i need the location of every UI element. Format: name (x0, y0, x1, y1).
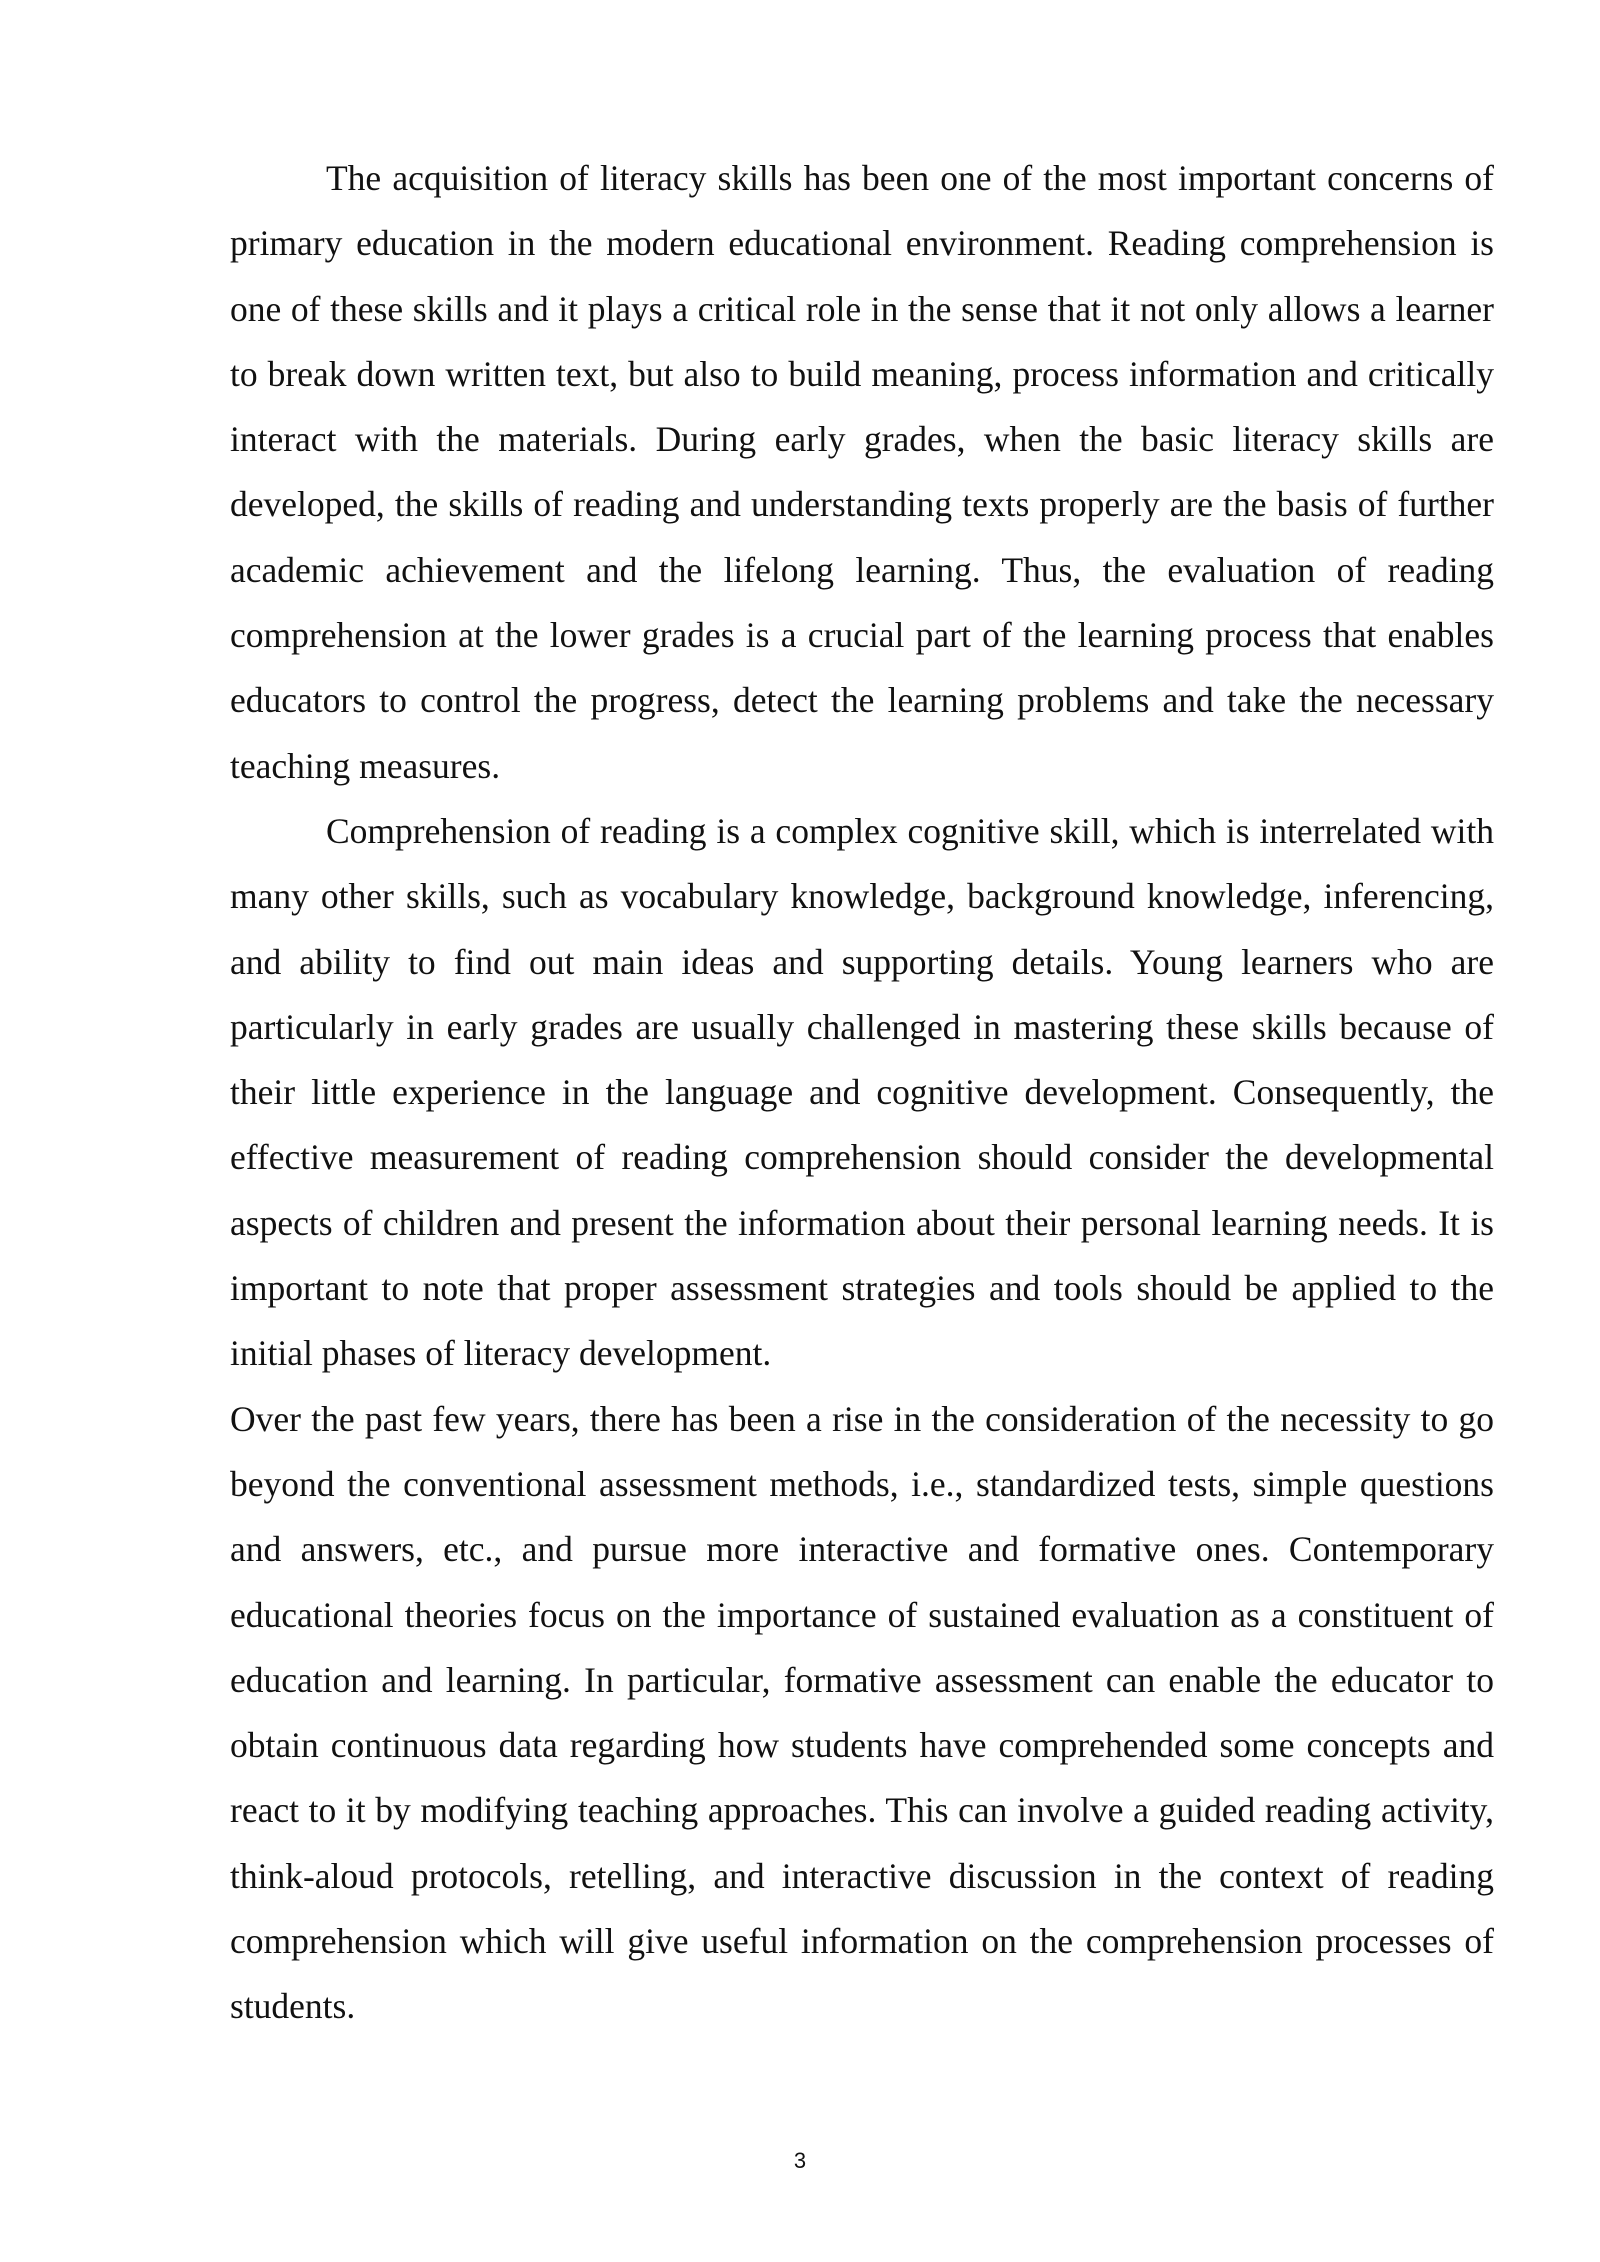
paragraph-3: Over the past few years, there has been a rise in the consideration of the necessity to go beyond the conventional assessment methods, i.e., standardized tests, simple questions and answers, etc., and pursue more interactive and formative ones. Contemporary educational theories focus on the importance of sustained evaluation as a constituent of education and learning. In particular, formative assessment can enable the educator to obtain continuous data regarding how students have comprehended some concepts and react to it by modifying teaching approaches. This can involve a guided reading activity, think-aloud protocols, retelling, and interactive discussion in the context of reading comprehension which will give useful information on the comprehension processes of students. (230, 1398, 1494, 2027)
body-text (230, 146, 1494, 2040)
paragraph-1: The acquisition of literacy skills has been one of the most important concerns of primary education in the modern educational environment. Reading comprehension is one of these skills and it plays a critical role in the sense that it not only allows a learner to break down written text, but also to build meaning, process information and critically interact with the materials. During early grades, when the basic literacy skills are developed, the skills of reading and understanding texts properly are the basis of further academic achievement and the lifelong learning. Thus, the evaluation of reading comprehension at the lower grades is a crucial part of the learning process that enables educators to control the progress, detect the learning problems and take the necessary teaching measures. (230, 158, 1494, 786)
page-number: 3 (793, 2148, 807, 2173)
paragraph-2: Comprehension of reading is a complex cognitive skill, which is interrelated with many other skills, such as vocabulary knowledge, background knowledge, inferencing, and ability to find out main ideas and supporting details. Young learners who are particularly in early grades are usually challenged in mastering these skills because of their little experience in the language and cognitive development. Consequently, the effective measurement of reading comprehension should consider the developmental aspects of children and present the information about their personal learning needs. It is important to note that proper assessment strategies and tools should be applied to the initial phases of literacy development. (230, 810, 1494, 1374)
